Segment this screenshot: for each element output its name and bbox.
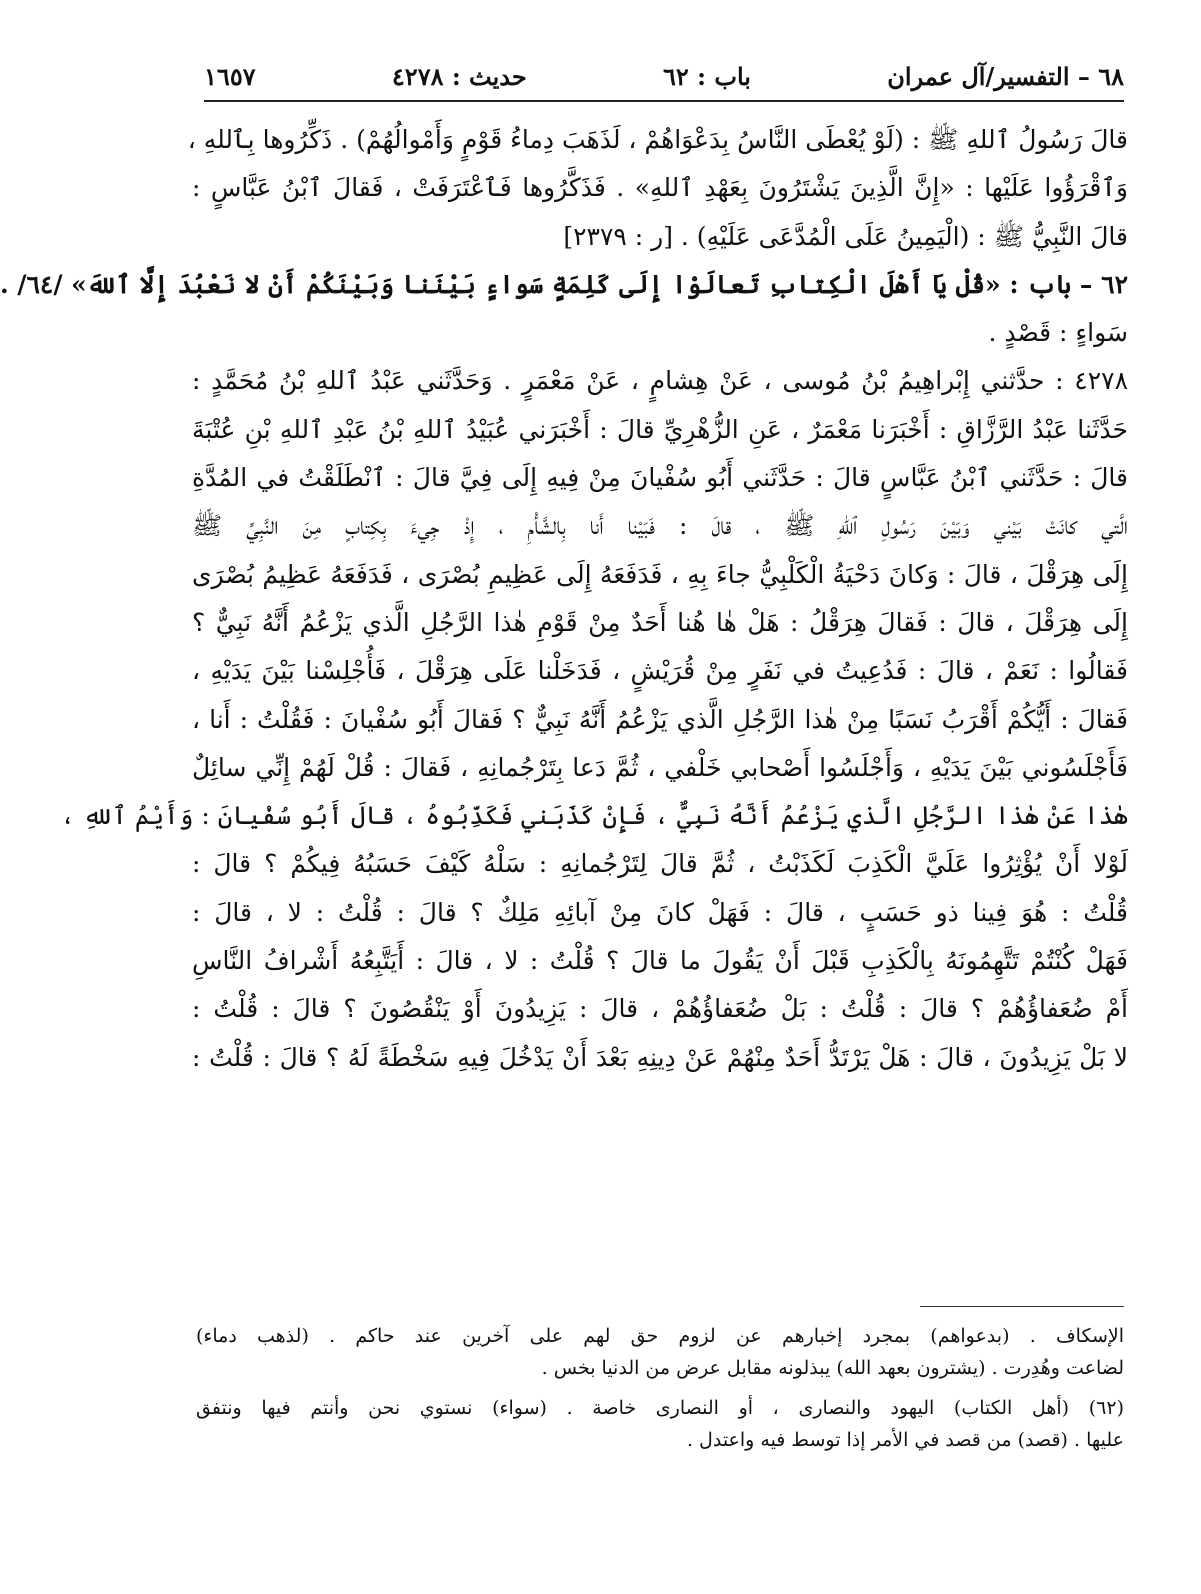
text-line: قالَ : حَدَّثَني ٱبْنُ عَبَّاسٍ قالَ : حَدَّثَني أَبُو سُفْيانَ مِنْ فِيهِ إِلَى فِيَّ قالَ : ٱنْطَلَقْتُ في المُدَّةِ — [192, 463, 1128, 493]
page-number: ١٦٥٧ — [204, 61, 256, 91]
text-line: فَقالُوا : نَعَمْ ، قالَ : فَدُعِيتُ في نَفَرٍ مِنْ قُرَيْشٍ ، فَدَخَلْنا عَلَى هِرَقْلَ ، فَأُجْلِسْنا بَيْنَ يَدَيْهِ ، — [192, 656, 1128, 686]
main-text — [0, 116, 1128, 1082]
chapter-heading: ٦٢ – باب : «قُلْ يَا أَهْلَ الْكِتابِ تَعالَوْا إِلَى كَلِمَةٍ سَواءٍ بَيْنَنا وَبَيْنَكُمْ أَنْ لا نَعْبُدَ إِلَّا ٱللهَ» /٦٤/ . — [0, 269, 1128, 299]
text-line: حَدَّثَنا عَبْدُ الرَّزَّاقِ : أَخْبَرَنا مَعْمَرٌ ، عَنِ الزُّهْرِيِّ قالَ : أَخْبَرَني عُبَيْدُ ٱللهِ بْنُ عَبْدِ ٱللهِ بْنِ عُتْبَةَ — [192, 414, 1128, 444]
text-line: أَمْ ضُعَفاؤُهُمْ ؟ قالَ : قُلْتُ : بَلْ ضُعَفاؤُهُمْ ، قالَ : يَزِيدُونَ أَوْ يَنْقُصُونَ ؟ قالَ : قُلْتُ : — [192, 994, 1128, 1024]
hadith-start-line: ٤٢٧٨ : حدَّثني إِبْراهِيمُ بْنُ مُوسى ، عَنْ هِشامٍ ، عَنْ مَعْمَرٍ . وَحَدَّثَني عَبْدُ ٱللهِ بْنُ مُحَمَّدٍ : — [192, 366, 1128, 396]
header-section-title: ٦٨ – التفسير/آل عمران — [887, 61, 1124, 91]
text-line: قُلْتُ : هُوَ فِينا ذو حَسَبٍ ، قالَ : فَهَلْ كانَ مِنْ آبائِهِ مَلِكٌ ؟ قالَ : قُلْتُ : لا ، قالَ : — [192, 897, 1128, 927]
header-chapter: باب : ٦٢ — [663, 61, 751, 91]
text-line: قالَ النَّبِيُّ ﷺ : (الْيَمِينُ عَلَى الْمُدَّعَى عَلَيْهِ) . [ر : ٢٣٧٩] — [563, 221, 1128, 251]
footnote-rule — [920, 1306, 1124, 1307]
text-line: سَواءٍ : قَصْدٍ . — [988, 318, 1128, 348]
text-line: إِلَى هِرَقْلَ ، قالَ : فَقالَ هِرَقْلُ : هَلْ هٰا هُنا أَحَدٌ مِنْ قَوْمِ هٰذا الرَّجُلِ الَّذي يَزْعُمُ أَنَّهُ نَبِيٌّ ؟ — [192, 607, 1128, 637]
running-header — [204, 56, 1124, 96]
footnote-line: لضاعت وهُدِرت . (يشترون بعهد الله) يبذلونه مقابل عرض من الدنيا بخس . — [541, 1357, 1124, 1379]
text-line: قالَ رَسُولُ ٱللهِ ﷺ : (لَوْ يُعْطَى النَّاسُ بِدَعْوَاهُمْ ، لَذَهَبَ دِماءُ قَوْمٍ وَأَمْوالُهُمْ) . ذَكِّرُوها بِٱللهِ ، — [187, 125, 1128, 154]
footnote-line: (٦٢) (أهل الكتاب) اليهود والنصارى ، أو النصارى خاصة . (سواء) نستوي نحن وأنتم فيها ونتفق — [196, 1397, 1124, 1419]
text-line: فَقالَ : أَيُّكُمْ أَقْرَبُ نَسَبًا مِنْ هٰذا الرَّجُلِ الَّذي يَزْعُمُ أَنَّهُ نَبِيٌّ ؟ فَقالَ أَبُو سُفْيانَ : فَقُلْتُ : أَنا ، — [192, 704, 1128, 734]
text-line: فَهَلْ كُنْتُمْ تَتَّهِمُونَهُ بِالْكَذِبِ قَبْلَ أَنْ يَقُولَ ما قالَ ؟ قُلْتُ : لا ، قالَ : أَيَتَّبِعُهُ أَشْرافُ النَّاسِ — [192, 946, 1128, 976]
text-line: إِلَى هِرَقْلَ ، قالَ : وَكانَ دَحْيَةُ الْكَلْبِيُّ جاءَ بِهِ ، فَدَفَعَهُ إِلَى عَظِيمِ بُصْرَى ، فَدَفَعَهُ عَظِيمُ بُصْرَى — [192, 559, 1128, 589]
footnote-line: عليها . (قصد) من قصد في الأمر إذا توسط فيه واعتدل . — [686, 1429, 1124, 1451]
footnote-line: الإسكاف . (بدعواهم) بمجرد إخبارهم عن لزوم حق لهم على آخرين عند حاكم . (لذهب دماء) — [196, 1325, 1124, 1347]
text-line: وَٱقْرَؤُوا عَلَيْها : «إِنَّ الَّذِينَ يَشْتَرُونَ بِعَهْدِ ٱللهِ» . فَذَكَّرُوها فَٱعْتَرَفَتْ ، فَقالَ ٱبْنُ عَبَّاسٍ : — [192, 173, 1128, 203]
text-line: الَّتي كانَتْ بَيْني وَبَيْنَ رَسُولِ ٱللهِ ﷺ ، قالَ : فَبَيْنا أَنا بِالشَّأْمِ ، إِذْ جِيءَ بِكِتابٍ مِنَ النَّبِيِّ ﷺ — [192, 511, 1128, 541]
header-hadith-number: حديث : ٤٢٧٨ — [391, 61, 527, 91]
text-line: لَوْلا أَنْ يُؤْثِرُوا عَلَيَّ الْكَذِبَ لَكَذَبْتُ ، ثُمَّ قالَ لِتَرْجُمانِهِ : سَلْهُ كَيْفَ حَسَبُهُ فِيكُمْ ؟ قالَ : — [192, 849, 1128, 879]
text-line: فَأَجْلَسُوني بَيْنَ يَدَيْهِ ، وَأَجْلَسُوا أَصْحابي خَلْفي ، ثُمَّ دَعا بِتَرْجُمانِهِ ، فَقالَ : قُلْ لَهُمْ إِنِّي سائِلٌ — [192, 752, 1128, 782]
text-line: هٰذا عَنْ هٰذا الرَّجُلِ الَّذي يَزْعُمُ أَنَّهُ نَبِيٌّ ، فَإِنْ كَذَبَني فَكَذِّبُوهُ ، قالَ أَبُو سُفْيانَ : وَأَيْمُ ٱللهِ ، — [60, 801, 1128, 831]
text-line: لا بَلْ يَزِيدُونَ ، قالَ : هَلْ يَرْتَدُّ أَحَدٌ مِنْهُمْ عَنْ دِينِهِ بَعْدَ أَنْ يَدْخُلَ فِيهِ سَخْطَةً لَهُ ؟ قالَ : قُلْتُ : — [192, 1042, 1128, 1072]
footnote-gap — [196, 1384, 1124, 1392]
header-rule — [204, 100, 1124, 102]
footnotes — [196, 1320, 1124, 1456]
